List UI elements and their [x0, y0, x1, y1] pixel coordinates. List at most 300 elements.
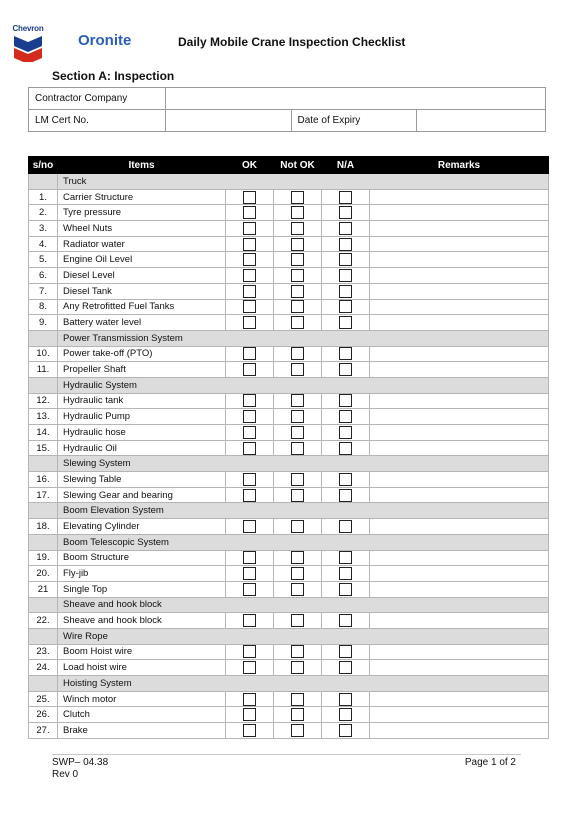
checklist-body — [29, 174, 549, 739]
na-checkbox[interactable] — [339, 300, 352, 313]
na-checkbox[interactable] — [339, 473, 352, 486]
not-ok-checkbox[interactable] — [291, 238, 304, 251]
item-number: 7. — [29, 283, 58, 299]
na-cell — [322, 252, 370, 268]
item-label: Boom Structure — [58, 550, 226, 566]
na-checkbox[interactable] — [339, 520, 352, 533]
ok-checkbox[interactable] — [243, 191, 256, 204]
category-label: Boom Telescopic System — [58, 534, 549, 550]
remarks-field[interactable] — [370, 707, 549, 723]
remarks-field[interactable] — [370, 472, 549, 488]
item-label: Boom Hoist wire — [58, 644, 226, 660]
na-checkbox[interactable] — [339, 238, 352, 251]
not-ok-cell — [274, 581, 322, 597]
lm-cert-field[interactable] — [165, 110, 291, 132]
item-label: Radiator water — [58, 236, 226, 252]
section-title: Section A: Inspection — [52, 69, 175, 83]
na-cell — [322, 409, 370, 425]
category-label: Sheave and hook block — [58, 597, 549, 613]
ok-checkbox[interactable] — [243, 206, 256, 219]
ok-checkbox[interactable] — [243, 269, 256, 282]
table-row — [29, 707, 549, 723]
not-ok-checkbox[interactable] — [291, 426, 304, 439]
na-checkbox[interactable] — [339, 363, 352, 376]
not-ok-cell — [274, 346, 322, 362]
na-cell — [322, 268, 370, 284]
not-ok-cell — [274, 644, 322, 660]
not-ok-cell — [274, 550, 322, 566]
category-sno-cell — [29, 503, 58, 519]
not-ok-cell — [274, 393, 322, 409]
ok-checkbox[interactable] — [243, 551, 256, 564]
ok-cell — [226, 519, 274, 535]
category-row — [29, 330, 549, 346]
na-checkbox[interactable] — [339, 614, 352, 627]
na-checkbox[interactable] — [339, 583, 352, 596]
ok-checkbox[interactable] — [243, 316, 256, 329]
not-ok-cell — [274, 660, 322, 676]
not-ok-cell — [274, 440, 322, 456]
item-label: Diesel Level — [58, 268, 226, 284]
na-checkbox[interactable] — [339, 206, 352, 219]
item-label: Diesel Tank — [58, 283, 226, 299]
remarks-field[interactable] — [370, 613, 549, 629]
not-ok-cell — [274, 252, 322, 268]
item-number: 25. — [29, 691, 58, 707]
table-row — [29, 581, 549, 597]
footer-divider — [52, 754, 521, 755]
ok-cell — [226, 644, 274, 660]
ok-cell — [226, 283, 274, 299]
table-row — [29, 221, 549, 237]
category-label: Hoisting System — [58, 676, 549, 692]
not-ok-checkbox[interactable] — [291, 363, 304, 376]
ok-cell — [226, 723, 274, 739]
na-cell — [322, 472, 370, 488]
not-ok-cell — [274, 221, 322, 237]
na-cell — [322, 221, 370, 237]
na-cell — [322, 205, 370, 221]
item-number: 24. — [29, 660, 58, 676]
not-ok-cell — [274, 613, 322, 629]
item-number: 1. — [29, 189, 58, 205]
ok-checkbox[interactable] — [243, 426, 256, 439]
ok-checkbox[interactable] — [243, 285, 256, 298]
table-row — [29, 315, 549, 331]
remarks-field[interactable] — [370, 691, 549, 707]
category-label: Truck — [58, 174, 549, 190]
item-number: 27. — [29, 723, 58, 739]
na-checkbox[interactable] — [339, 426, 352, 439]
table-row — [29, 472, 549, 488]
chevron-logo — [9, 24, 47, 64]
na-checkbox[interactable] — [339, 394, 352, 407]
item-number: 13. — [29, 409, 58, 425]
oronite-logo: Oronite — [78, 32, 132, 49]
na-cell — [322, 362, 370, 378]
item-label: Hydraulic Pump — [58, 409, 226, 425]
not-ok-cell — [274, 707, 322, 723]
not-ok-checkbox[interactable] — [291, 442, 304, 455]
item-label: Hydraulic Oil — [58, 440, 226, 456]
remarks-field[interactable] — [370, 189, 549, 205]
not-ok-checkbox[interactable] — [291, 614, 304, 627]
remarks-field[interactable] — [370, 362, 549, 378]
na-cell — [322, 519, 370, 535]
item-number: 10. — [29, 346, 58, 362]
na-cell — [322, 283, 370, 299]
category-row — [29, 676, 549, 692]
table-row — [29, 252, 549, 268]
remarks-field[interactable] — [370, 205, 549, 221]
not-ok-checkbox[interactable] — [291, 551, 304, 564]
na-cell — [322, 425, 370, 441]
ok-cell — [226, 268, 274, 284]
na-cell — [322, 644, 370, 660]
ok-cell — [226, 346, 274, 362]
ok-cell — [226, 315, 274, 331]
category-sno-cell — [29, 628, 58, 644]
not-ok-checkbox[interactable] — [291, 206, 304, 219]
na-checkbox[interactable] — [339, 724, 352, 737]
category-row — [29, 174, 549, 190]
item-number: 12. — [29, 393, 58, 409]
na-checkbox[interactable] — [339, 551, 352, 564]
lm-cert-label: LM Cert No. — [29, 110, 166, 132]
na-checkbox[interactable] — [339, 253, 352, 266]
ok-cell — [226, 393, 274, 409]
ok-checkbox[interactable] — [243, 567, 256, 580]
item-label: Wheel Nuts — [58, 221, 226, 237]
item-number: 6. — [29, 268, 58, 284]
not-ok-checkbox[interactable] — [291, 567, 304, 580]
remarks-field[interactable] — [370, 425, 549, 441]
na-checkbox[interactable] — [339, 316, 352, 329]
item-number: 23. — [29, 644, 58, 660]
item-number: 26. — [29, 707, 58, 723]
item-label: Sheave and hook block — [58, 613, 226, 629]
page-number: Page 1 of 2 — [464, 757, 516, 768]
not-ok-checkbox[interactable] — [291, 693, 304, 706]
certificate-row — [29, 110, 546, 132]
item-label: Clutch — [58, 707, 226, 723]
ok-checkbox[interactable] — [243, 645, 256, 658]
category-sno-cell — [29, 456, 58, 472]
document-revision: Rev 0 — [52, 769, 79, 780]
ok-cell — [226, 566, 274, 582]
not-ok-cell — [274, 425, 322, 441]
item-number: 15. — [29, 440, 58, 456]
not-ok-checkbox[interactable] — [291, 191, 304, 204]
ok-cell — [226, 236, 274, 252]
item-label: Battery water level — [58, 315, 226, 331]
not-ok-checkbox[interactable] — [291, 285, 304, 298]
item-label: Winch motor — [58, 691, 226, 707]
ok-cell — [226, 613, 274, 629]
remarks-field[interactable] — [370, 723, 549, 739]
not-ok-checkbox[interactable] — [291, 645, 304, 658]
item-number: 2. — [29, 205, 58, 221]
table-row — [29, 409, 549, 425]
item-label: Load hoist wire — [58, 660, 226, 676]
table-row — [29, 566, 549, 582]
not-ok-checkbox[interactable] — [291, 316, 304, 329]
ok-checkbox[interactable] — [243, 708, 256, 721]
item-number: 20. — [29, 566, 58, 582]
table-row — [29, 487, 549, 503]
document-title: Daily Mobile Crane Inspection Checklist — [178, 35, 406, 49]
na-cell — [322, 566, 370, 582]
chevron-chevrons-icon — [14, 34, 42, 62]
na-cell — [322, 346, 370, 362]
table-row — [29, 425, 549, 441]
na-cell — [322, 236, 370, 252]
item-label: Hydraulic hose — [58, 425, 226, 441]
na-checkbox[interactable] — [339, 191, 352, 204]
ok-checkbox[interactable] — [243, 520, 256, 533]
not-ok-checkbox[interactable] — [291, 489, 304, 502]
contractor-company-field[interactable] — [165, 88, 545, 110]
ok-cell — [226, 472, 274, 488]
ok-checkbox[interactable] — [243, 347, 256, 360]
na-cell — [322, 299, 370, 315]
na-cell — [322, 393, 370, 409]
remarks-field[interactable] — [370, 299, 549, 315]
ok-checkbox[interactable] — [243, 614, 256, 627]
na-checkbox[interactable] — [339, 693, 352, 706]
item-label: Carrier Structure — [58, 189, 226, 205]
ok-cell — [226, 487, 274, 503]
item-number: 17. — [29, 487, 58, 503]
na-cell — [322, 440, 370, 456]
table-row — [29, 613, 549, 629]
item-number: 22. — [29, 613, 58, 629]
remarks-field[interactable] — [370, 346, 549, 362]
item-number: 14. — [29, 425, 58, 441]
not-ok-checkbox[interactable] — [291, 222, 304, 235]
na-checkbox[interactable] — [339, 489, 352, 502]
not-ok-checkbox[interactable] — [291, 724, 304, 737]
category-row — [29, 597, 549, 613]
not-ok-cell — [274, 519, 322, 535]
table-row — [29, 362, 549, 378]
not-ok-checkbox[interactable] — [291, 473, 304, 486]
item-number: 5. — [29, 252, 58, 268]
na-checkbox[interactable] — [339, 442, 352, 455]
not-ok-checkbox[interactable] — [291, 410, 304, 423]
category-sno-cell — [29, 174, 58, 190]
checklist-header-row — [29, 157, 549, 174]
na-cell — [322, 315, 370, 331]
table-row — [29, 550, 549, 566]
item-label: Engine Oil Level — [58, 252, 226, 268]
contractor-company-label: Contractor Company — [29, 88, 166, 110]
na-checkbox[interactable] — [339, 567, 352, 580]
remarks-field[interactable] — [370, 581, 549, 597]
item-label: Elevating Cylinder — [58, 519, 226, 535]
na-cell — [322, 691, 370, 707]
item-label: Slewing Table — [58, 472, 226, 488]
remarks-field[interactable] — [370, 519, 549, 535]
not-ok-checkbox[interactable] — [291, 253, 304, 266]
ok-checkbox[interactable] — [243, 222, 256, 235]
category-label: Boom Elevation System — [58, 503, 549, 519]
item-label: Power take-off (PTO) — [58, 346, 226, 362]
na-checkbox[interactable] — [339, 269, 352, 282]
remarks-field[interactable] — [370, 236, 549, 252]
not-ok-cell — [274, 472, 322, 488]
item-label: Brake — [58, 723, 226, 739]
ok-cell — [226, 691, 274, 707]
na-cell — [322, 707, 370, 723]
na-cell — [322, 660, 370, 676]
ok-checkbox[interactable] — [243, 473, 256, 486]
na-cell — [322, 723, 370, 739]
ok-cell — [226, 440, 274, 456]
remarks-field[interactable] — [370, 252, 549, 268]
not-ok-cell — [274, 315, 322, 331]
not-ok-checkbox[interactable] — [291, 300, 304, 313]
remarks-field[interactable] — [370, 440, 549, 456]
remarks-field[interactable] — [370, 283, 549, 299]
ok-cell — [226, 362, 274, 378]
remarks-field[interactable] — [370, 566, 549, 582]
item-number: 4. — [29, 236, 58, 252]
item-label: Tyre pressure — [58, 205, 226, 221]
item-label: Single Top — [58, 581, 226, 597]
contractor-row — [29, 88, 546, 110]
not-ok-cell — [274, 362, 322, 378]
na-checkbox[interactable] — [339, 708, 352, 721]
na-checkbox[interactable] — [339, 347, 352, 360]
date-of-expiry-field[interactable] — [417, 110, 546, 132]
table-row — [29, 440, 549, 456]
table-row — [29, 299, 549, 315]
category-label: Power Transmission System — [58, 330, 549, 346]
na-cell — [322, 581, 370, 597]
item-number: 19. — [29, 550, 58, 566]
inspection-checklist-table — [28, 156, 549, 739]
remarks-field[interactable] — [370, 393, 549, 409]
table-row — [29, 644, 549, 660]
not-ok-cell — [274, 723, 322, 739]
ok-checkbox[interactable] — [243, 410, 256, 423]
ok-checkbox[interactable] — [243, 300, 256, 313]
item-label: Hydraulic tank — [58, 393, 226, 409]
ok-checkbox[interactable] — [243, 724, 256, 737]
not-ok-checkbox[interactable] — [291, 708, 304, 721]
not-ok-cell — [274, 205, 322, 221]
remarks-field[interactable] — [370, 409, 549, 425]
ok-checkbox[interactable] — [243, 363, 256, 376]
item-number: 21 — [29, 581, 58, 597]
category-row — [29, 503, 549, 519]
column-header-items: Items — [58, 157, 226, 174]
item-number: 11. — [29, 362, 58, 378]
not-ok-cell — [274, 236, 322, 252]
item-number: 3. — [29, 221, 58, 237]
ok-checkbox[interactable] — [243, 394, 256, 407]
column-header-na: N/A — [322, 157, 370, 174]
ok-checkbox[interactable] — [243, 442, 256, 455]
ok-checkbox[interactable] — [243, 253, 256, 266]
na-checkbox[interactable] — [339, 661, 352, 674]
remarks-field[interactable] — [370, 315, 549, 331]
not-ok-checkbox[interactable] — [291, 661, 304, 674]
category-label: Slewing System — [58, 456, 549, 472]
ok-checkbox[interactable] — [243, 238, 256, 251]
na-checkbox[interactable] — [339, 222, 352, 235]
item-number: 9. — [29, 315, 58, 331]
column-header-remarks: Remarks — [370, 157, 549, 174]
category-sno-cell — [29, 534, 58, 550]
na-checkbox[interactable] — [339, 645, 352, 658]
ok-cell — [226, 425, 274, 441]
document-number: SWP– 04.38 — [52, 757, 109, 768]
remarks-field[interactable] — [370, 487, 549, 503]
not-ok-checkbox[interactable] — [291, 394, 304, 407]
category-sno-cell — [29, 676, 58, 692]
ok-cell — [226, 581, 274, 597]
remarks-field[interactable] — [370, 268, 549, 284]
table-row — [29, 346, 549, 362]
na-cell — [322, 613, 370, 629]
table-row — [29, 723, 549, 739]
not-ok-checkbox[interactable] — [291, 520, 304, 533]
table-row — [29, 268, 549, 284]
table-row — [29, 691, 549, 707]
category-label: Wire Rope — [58, 628, 549, 644]
item-number: 8. — [29, 299, 58, 315]
not-ok-cell — [274, 566, 322, 582]
ok-checkbox[interactable] — [243, 661, 256, 674]
category-row — [29, 534, 549, 550]
item-number: 16. — [29, 472, 58, 488]
remarks-field[interactable] — [370, 221, 549, 237]
remarks-field[interactable] — [370, 660, 549, 676]
ok-checkbox[interactable] — [243, 693, 256, 706]
not-ok-checkbox[interactable] — [291, 583, 304, 596]
ok-cell — [226, 221, 274, 237]
not-ok-cell — [274, 487, 322, 503]
item-label: Fly-jib — [58, 566, 226, 582]
not-ok-checkbox[interactable] — [291, 347, 304, 360]
ok-cell — [226, 189, 274, 205]
na-cell — [322, 550, 370, 566]
ok-cell — [226, 299, 274, 315]
category-sno-cell — [29, 330, 58, 346]
category-row — [29, 377, 549, 393]
category-label: Hydraulic System — [58, 377, 549, 393]
na-checkbox[interactable] — [339, 410, 352, 423]
na-checkbox[interactable] — [339, 285, 352, 298]
not-ok-cell — [274, 268, 322, 284]
ok-checkbox[interactable] — [243, 583, 256, 596]
ok-cell — [226, 252, 274, 268]
not-ok-checkbox[interactable] — [291, 269, 304, 282]
not-ok-cell — [274, 409, 322, 425]
remarks-field[interactable] — [370, 550, 549, 566]
not-ok-cell — [274, 283, 322, 299]
ok-cell — [226, 550, 274, 566]
table-row — [29, 189, 549, 205]
remarks-field[interactable] — [370, 644, 549, 660]
table-row — [29, 236, 549, 252]
not-ok-cell — [274, 189, 322, 205]
ok-checkbox[interactable] — [243, 489, 256, 502]
contractor-info-table — [28, 87, 546, 132]
table-row — [29, 660, 549, 676]
